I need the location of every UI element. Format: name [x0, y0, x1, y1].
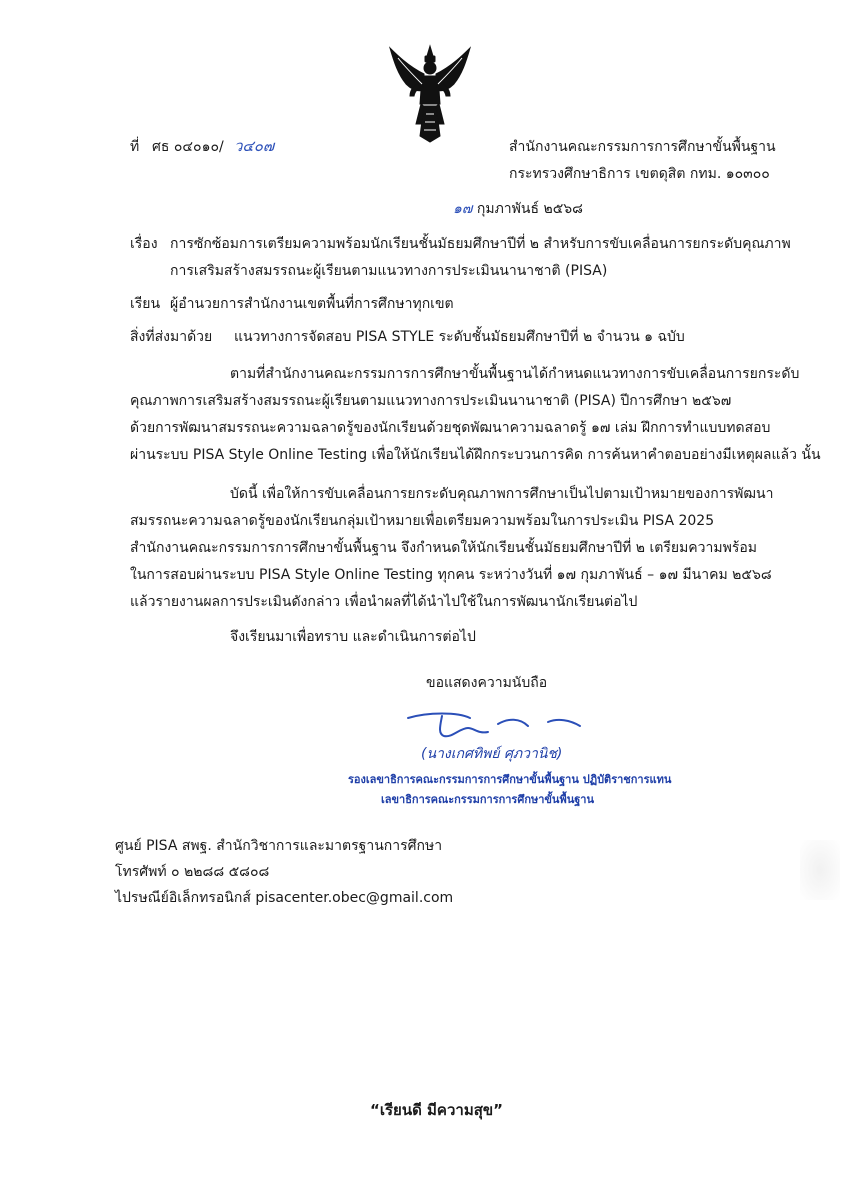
subject-label: เรื่อง	[130, 236, 158, 252]
org-name-line2: กระทรวงศึกษาธิการ เขตดุสิต กทม. ๑๐๓๐๐	[509, 166, 770, 182]
doc-number-label: ที่	[130, 139, 140, 155]
signer-title-line1: รองเลขาธิการคณะกรรมการการศึกษาขั้นพื้นฐาน ปฏิบัติราชการแทน	[348, 773, 672, 786]
doc-number-prefix: ศธ ๐๔๐๑๐/	[152, 139, 224, 155]
contact-email: ไปรษณีย์อิเล็กทรอนิกส์ pisacenter.obec@gmail.com	[115, 890, 454, 906]
doc-number-handwritten: ว๔๐๗	[234, 137, 275, 155]
contact-phone: โทรศัพท์ ๐ ๒๒๘๘ ๕๘๐๘	[115, 864, 270, 880]
signer-name: (นางเกศทิพย์ ศุภวานิช)	[421, 746, 563, 762]
para1-line4: ผ่านระบบ PISA Style Online Testing เพื่อให้นักเรียนได้ฝึกกระบวนการคิด การค้นหาคำตอบอย่างมีเหตุผลแล้ว นั้น	[130, 447, 821, 463]
date-day-handwritten: ๑๗	[453, 201, 473, 217]
para3: จึงเรียนมาเพื่อทราบ และดำเนินการต่อไป	[230, 629, 476, 645]
subject-line1: การซักซ้อมการเตรียมความพร้อมนักเรียนชั้นมัธยมศึกษาปีที่ ๒ สำหรับการขับเคลื่อนการยกระดับคุณภาพ	[170, 236, 791, 252]
para1-line2: คุณภาพการเสริมสร้างสมรรถนะผู้เรียนตามแนวทางการประเมินนานาชาติ (PISA) ปีการศึกษา ๒๕๖๗	[130, 393, 732, 409]
para1-line3: ด้วยการพัฒนาสมรรถนะความฉลาดรู้ของนักเรียนด้วยชุดพัฒนาความฉลาดรู้ ๑๗ เล่ม ฝึกการทำแบบทดสอบ	[130, 420, 771, 436]
para1-line1: ตามที่สำนักงานคณะกรรมการการศึกษาขั้นพื้นฐานได้กำหนดแนวทางการขับเคลื่อนการยกระดับ	[230, 366, 800, 382]
closing-regards: ขอแสดงความนับถือ	[426, 675, 548, 691]
garuda-emblem-icon	[388, 44, 472, 144]
signer-title-line2: เลขาธิการคณะกรรมการการศึกษาขั้นพื้นฐาน	[381, 793, 594, 806]
recipient-value: ผู้อำนวยการสำนักงานเขตพื้นที่การศึกษาทุกเขต	[170, 296, 454, 312]
recipient-label: เรียน	[130, 296, 161, 312]
document-date	[453, 199, 583, 219]
para2-line1: บัดนี้ เพื่อให้การขับเคลื่อนการยกระดับคุณภาพการศึกษาเป็นไปตามเป้าหมายของการพัฒนา	[230, 486, 774, 502]
para2-line5: แล้วรายงานผลการประเมินดังกล่าว เพื่อนำผลที่ได้นำไปใช้ในการพัฒนานักเรียนต่อไป	[130, 594, 638, 610]
org-name-line1: สำนักงานคณะกรรมการการศึกษาขั้นพื้นฐาน	[509, 139, 776, 155]
footer-slogan: “เรียนดี มีความสุข”	[370, 1101, 503, 1119]
handwritten-signature-icon	[398, 706, 588, 746]
contact-office: ศูนย์ PISA สพฐ. สำนักวิชาการและมาตรฐานการศึกษา	[115, 838, 443, 854]
para2-line4: ในการสอบผ่านระบบ PISA Style Online Testing ทุกคน ระหว่างวันที่ ๑๗ กุมภาพันธ์ – ๑๗ มีนาคม ๒๕๖๘	[130, 567, 772, 583]
para2-line3: สำนักงานคณะกรรมการการศึกษาขั้นพื้นฐาน จึงกำหนดให้นักเรียนชั้นมัธยมศึกษาปีที่ ๒ เตรียมความพร้อม	[130, 540, 758, 556]
para2-line2: สมรรถนะความฉลาดรู้ของนักเรียนกลุ่มเป้าหมายเพื่อเตรียมความพร้อมในการประเมิน PISA 2025	[130, 513, 715, 529]
attachment-label: สิ่งที่ส่งมาด้วย	[130, 329, 213, 345]
scan-smudge	[800, 840, 840, 900]
attachment-value: แนวทางการจัดสอบ PISA STYLE ระดับชั้นมัธยมศึกษาปีที่ ๒ จำนวน ๑ ฉบับ	[234, 329, 685, 345]
subject-line2: การเสริมสร้างสมรรถนะผู้เรียนตามแนวทางการประเมินนานาชาติ (PISA)	[170, 263, 608, 279]
date-month-year: กุมภาพันธ์ ๒๕๖๘	[476, 201, 583, 217]
